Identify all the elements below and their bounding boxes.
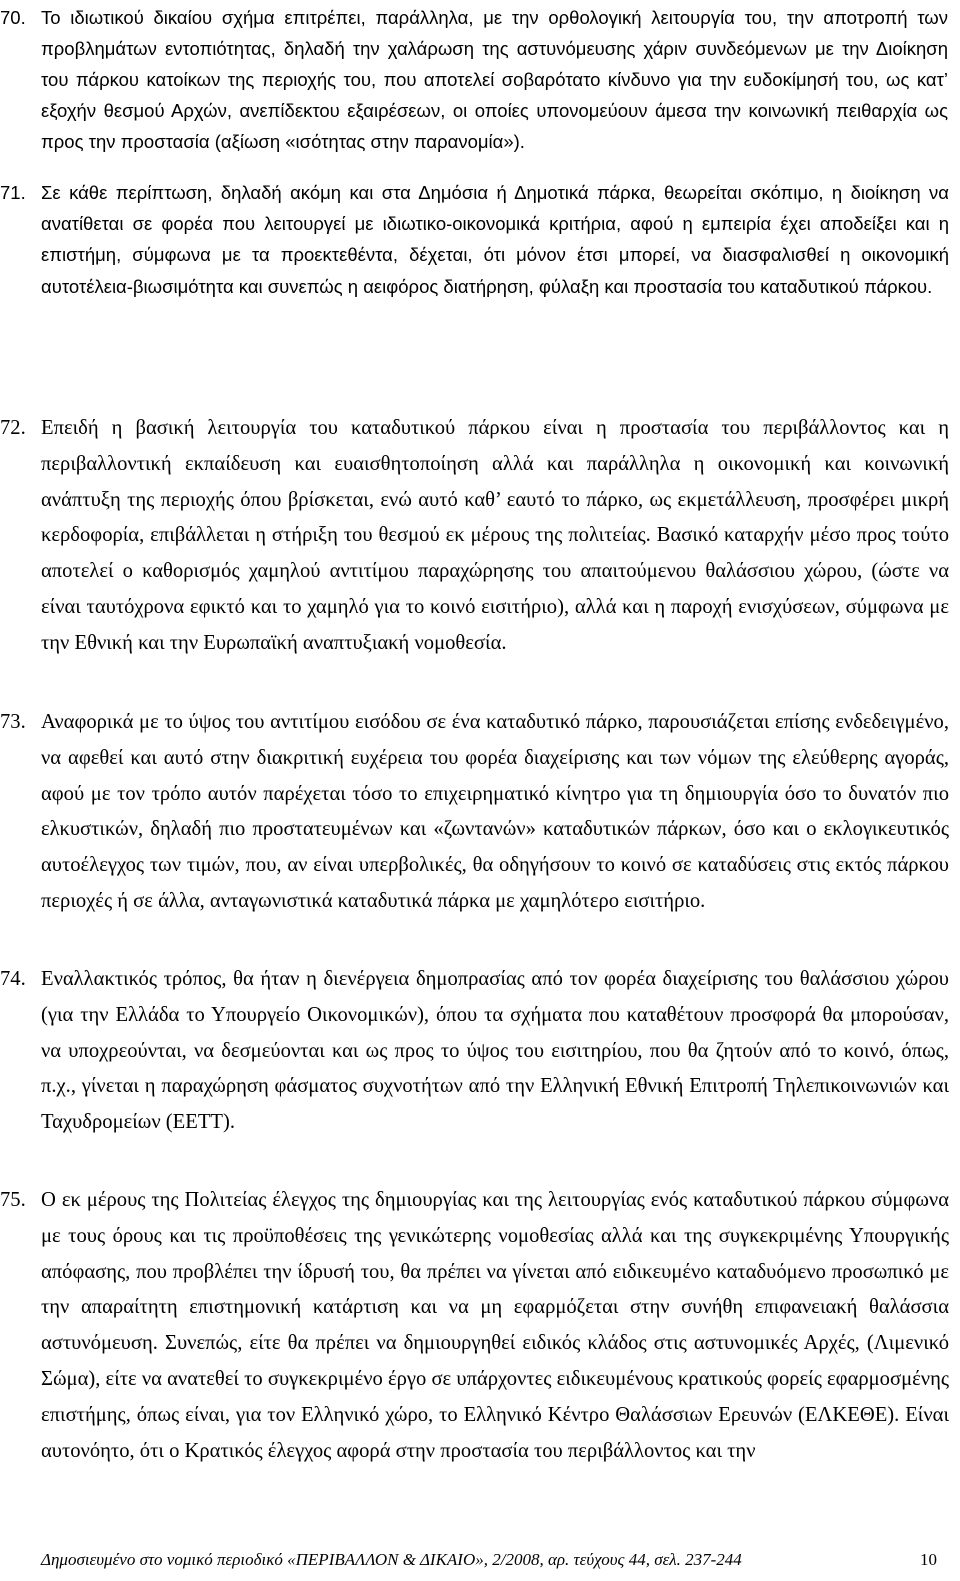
paragraph-text: Αναφορικά με το ύψος του αντιτίμου εισόδου σε ένα καταδυτικό πάρκο, παρουσιάζεται επίσης ενδεδειγμένο, να αφεθεί και αυτό στην διακριτική ευχέρεια του φορέα διαχείρισης και των νόμων της ελεύθερης αγοράς, αφού με τον τρόπο αυτόν παρέχεται τόσο το επιχειρηματικό κίνητρο για τη δημιουργία όσο το δυνατόν πιο ελκυστικών, δηλαδή πιο προστατευμένων και «ζωντανών» καταδυτικών πάρκων, όσο και ο εκλογικευτικός αυτοέλεγχος των τιμών, που, αν είναι υπερβολικές, θα οδηγήσουν το κοινό σε καταδύσεις στις εκτός πάρκου περιοχές ή σε άλλα, ανταγωνιστικά καταδυτικά πάρκα με χαμηλότερο εισιτήριο. (41, 711, 949, 912)
paragraph-text: Ο εκ μέρους της Πολιτείας έλεγχος της δημιουργίας και της λειτουργίας ενός καταδυτικού πάρκου σύμφωνα με τους όρους και τις προϋποθέσεις της γενικώτερης νομοθεσίας αλλά και της συγκεκριμένης Υπουργικής απόφασης, που προβλέπει την ίδρυσή του, θα πρέπει να γίνεται από ειδικευμένο καταδυόμενο προσωπικό με την απαραίτητη επιστημονική κατάρτιση και να μη εφαρμόζεται στην συνήθη επιφανειακή θαλάσσια αστυνόμευση. Συνεπώς, είτε θα πρέπει να δημιουργηθεί ειδικός κλάδος στις αστυνομικές Αρχές, (Λιμενικό Σώμα), είτε να ανατεθεί το συγκεκριμένο έργο σε υπάρχοντες ειδικευμένους κρατικούς φορείς εφαρμοσμένης επιστήμης, όπως είναι, για τον Ελληνικό χώρο, το Ελληνικό Κέντρο Θαλάσσιων Ερευνών (ΕΛΚΕΘΕ). Είναι αυτονόητο, ότι ο Κρατικός έλεγχος αφορά στην προστασία του περιβάλλοντος και την (41, 1189, 949, 1462)
paragraph-text: Σε κάθε περίπτωση, δηλαδή ακόμη και στα Δημόσια ή Δημοτικά πάρκα, θεωρείται σκόπιμο, η διοίκηση να ανατίθεται σε φορέα που λειτουργεί με ιδιωτικο-οικονομικά κριτήρια, αφού η εμπειρία έχει αποδείξει και η επιστήμη, σύμφωνα με τα προεκτεθέντα, δέχεται, ότι μόνον έτσι μπορεί, να διασφαλισθεί η οικονομική αυτοτέλεια-βιωσιμότητα και συνεπώς η αειφόρος διατήρηση, φύλαξη και προστασία του καταδυτικού πάρκου. (41, 182, 949, 297)
paragraph-71 (0, 177, 960, 302)
paragraph-73 (0, 705, 960, 920)
page-footer (0, 1546, 960, 1576)
paragraph-number: 71. (0, 182, 26, 203)
paragraph-number: 74. (0, 968, 26, 990)
paragraph-text: Εναλλακτικός τρόπος, θα ήταν η διενέργεια δημοπρασίας από τον φορέα διαχείρισης του θαλάσσιου χώρου (για την Ελλάδα το Υπουργείο Οικονομικών), όπου τα σχήματα που καταθέτουν προσφορά θα μπορούσαν, να υποχρεούνται, να δεσμεύονται και ως προς το ύψος του εισιτηρίου, που θα ζητούν από το κοινό, όπως, π.χ., γίνεται η παραχώρηση φάσματος συχνοτήτων από την Ελληνική Εθνική Επιτροπή Τηλεπικοινωνιών και Ταχυδρομείων (ΕΕΤΤ). (41, 968, 949, 1134)
paragraph-number: 73. (0, 711, 26, 733)
paragraph-70 (0, 2, 960, 157)
paragraph-text: Επειδή η βασική λειτουργία του καταδυτικού πάρκου είναι η προστασία του περιβάλλοντος και η περιβαλλοντική εκπαίδευση και ευαισθητοποίηση αλλά και παράλληλα η οικονομική και κοινωνική ανάπτυξη της περιοχής όπου βρίσκεται, ενώ αυτό καθ’ εαυτό το πάρκο, ως εκμετάλλευση, προσφέρει μικρή κερδοφορία, επιβάλλεται η στήριξη του θεσμού εκ μέρους της πολιτείας. Βασικό καταρχήν μέσο προς τούτο αποτελεί ο καθορισμός χαμηλού αντιτίμου παραχώρησης του απαιτούμενου θαλάσσιου χώρου, (ώστε να είναι ταυτόχρονα εφικτό και το χαμηλό για το κοινό εισιτήριο), αλλά και η παροχή ενισχύσεων, σύμφωνα με την Εθνική και την Ευρωπαϊκή αναπτυξιακή νομοθεσία. (41, 417, 949, 654)
paragraph-text: Το ιδιωτικού δικαίου σχήμα επιτρέπει, παράλληλα, με την ορθολογική λειτουργία του, την αποτροπή των προβλημάτων εντοπιότητας, δηλαδή την χαλάρωση της αστυνόμευσης χάριν συνδεόμενων με την Διοίκηση του πάρκου κατοίκων της περιοχής του, που αποτελεί σοβαρότατο κίνδυνο για την ευδοκίμησή του, ως κατ’ εξοχήν θεσμού Αρχών, ανεπίδεκτου εξαιρέσεων, οι οποίες υπονομεύουν άμεσα την κοινωνική πειθαρχία ως προς την προστασία (αξίωση «ισότητας στην παρανομία»). (41, 7, 948, 152)
paragraph-number: 72. (0, 417, 26, 439)
page-number: 10 (920, 1550, 937, 1569)
paragraph-72 (0, 411, 960, 662)
paragraph-number: 75. (0, 1189, 26, 1211)
paragraph-number: 70. (0, 7, 26, 28)
paragraph-75 (0, 1183, 960, 1469)
paragraph-74 (0, 962, 960, 1141)
publication-reference: Δημοσιευμένο στο νομικό περιοδικό «ΠΕΡΙΒΑΛΛΟΝ & ΔΙΚΑΙΟ», 2/2008, αρ. τεύχους 44, σελ. 237-244 (41, 1550, 742, 1569)
